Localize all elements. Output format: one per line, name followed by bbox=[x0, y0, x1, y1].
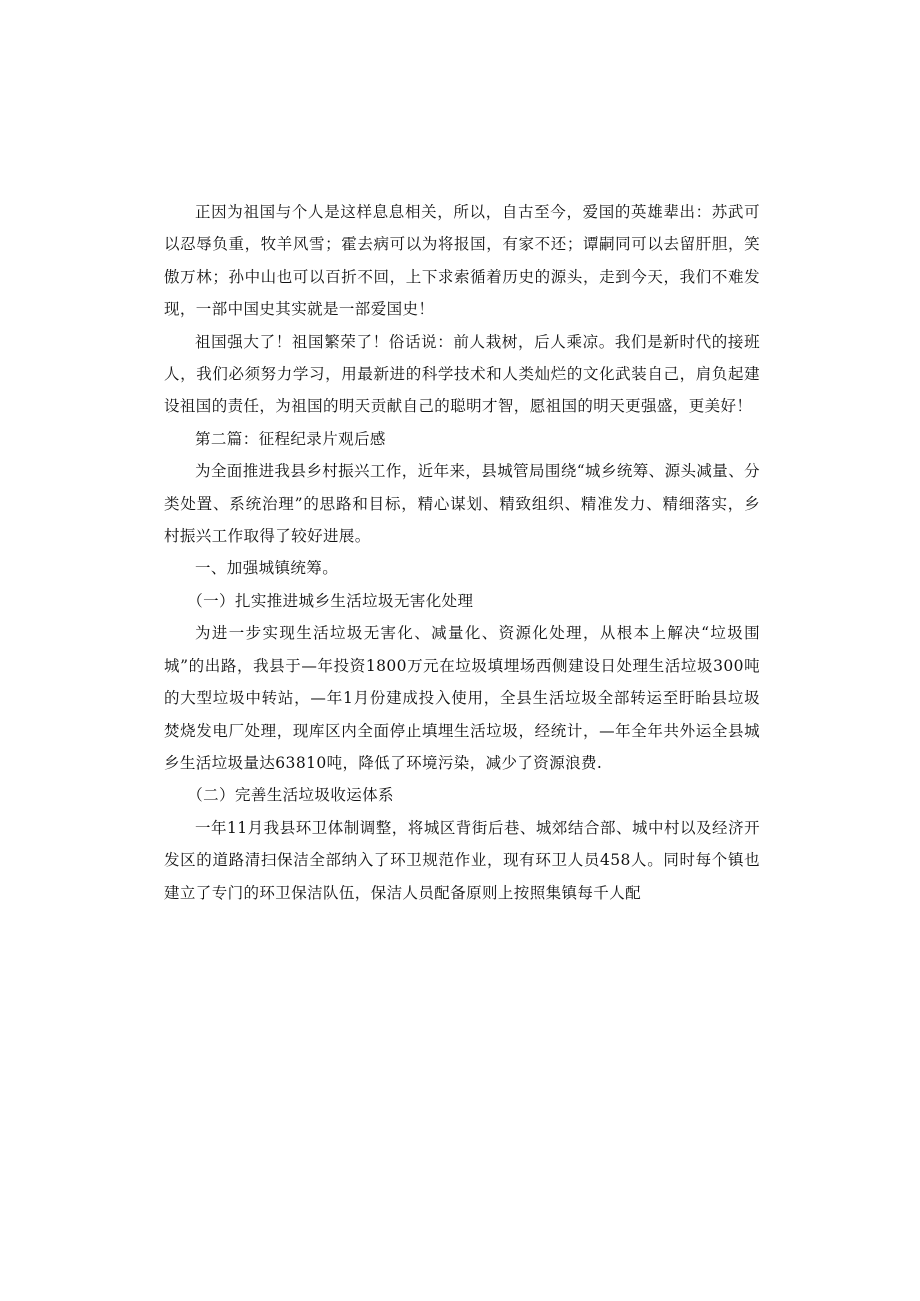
subheading-waste-treatment: （一）扎实推进城乡生活垃圾无害化处理 bbox=[187, 591, 474, 610]
paragraph-motherland-future: 祖国强大了！祖国繁荣了！俗话说：前人栽树，后人乘凉。我们是新时代的接班人，我们必须努力学习，用最新进的科学技术和人类灿烂的文化武装自己，肩负起建设祖国的责任，为祖国的明天贡献自己的聪明才智，愿祖国的明天更强盛，更美好！ bbox=[164, 332, 760, 416]
section-title: 第二篇：征程纪录片观后感 bbox=[195, 429, 386, 448]
paragraph-patriotic-heroes: 正因为祖国与个人是这样息息相关，所以，自古至今，爱国的英雄辈出：苏武可以忍辱负重，牧羊风雪；霍去病可以为将报国，有家不还；谭嗣同可以去留肝胆，笑傲万林；孙中山也可以百折不回，上下求索循着历史的源头，走到今天，我们不难发现，一部中国史其实就是一部爱国史！ bbox=[164, 203, 760, 319]
heading-urban-coordination: 一、加强城镇统筹。 bbox=[195, 559, 339, 578]
paragraph-rural-revitalization: 为全面推进我县乡村振兴工作，近年来，县城管局围绕“城乡统筹、源头减量、分类处置、系统治理”的思路和目标，精心谋划、精致组织、精准发力、精细落实，乡村振兴工作取得了较好进展。 bbox=[164, 462, 760, 546]
document-body bbox=[164, 196, 760, 909]
subheading-waste-collection: （二）完善生活垃圾收运体系 bbox=[187, 786, 394, 805]
paragraph-sanitation-reform: 一年11月我县环卫体制调整，将城区背街后巷、城郊结合部、城中村以及经济开发区的道路清扫保洁全部纳入了环卫规范作业，现有环卫人员458人。同时每个镇也建立了专门的环卫保洁队伍，保洁人员配备原则上按照集镇每千人配 bbox=[164, 818, 760, 902]
paragraph-waste-treatment: 为进一步实现生活垃圾无害化、减量化、资源化处理，从根本上解决“垃圾围城”的出路，我县于—年投资1800万元在垃圾填埋场西侧建设日处理生活垃圾300吨的大型垃圾中转站，—年1月份建成投入使用，全县生活垃圾全部转运至盱眙县垃圾焚烧发电厂处理，现库区内全面停止填埋生活垃圾，经统计，—年全年共外运全县城乡生活垃圾量达63810吨，降低了环境污染，减少了资源浪费. bbox=[164, 624, 760, 772]
